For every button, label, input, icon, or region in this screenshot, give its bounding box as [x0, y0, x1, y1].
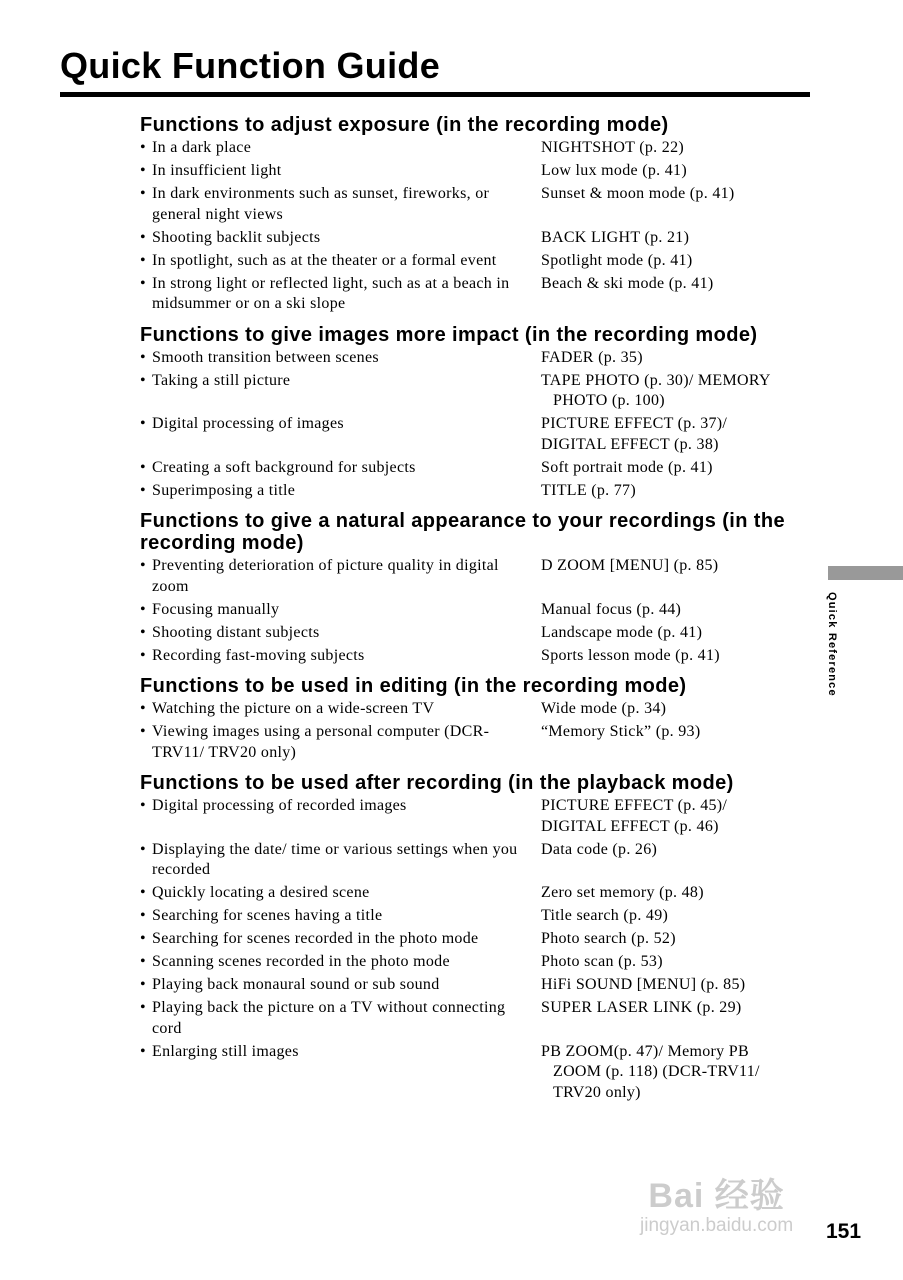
function-reference-line: PICTURE EFFECT (p. 37)/	[541, 415, 728, 432]
function-reference-line: PICTURE EFFECT (p. 45)/	[541, 797, 728, 814]
function-guide-content	[140, 110, 820, 1112]
situation-text: • Smooth transition between scenes	[140, 348, 541, 369]
situation-text: • Searching for scenes recorded in the photo mode	[140, 929, 541, 950]
situation-text: • Taking a still picture	[140, 371, 541, 412]
function-row	[140, 975, 820, 996]
function-reference	[541, 796, 820, 837]
function-reference	[541, 975, 820, 996]
function-row	[140, 414, 820, 455]
function-reference	[541, 623, 820, 644]
function-reference-line: Sports lesson mode (p. 41)	[541, 646, 720, 664]
situation-text: • Superimposing a title	[140, 481, 541, 502]
function-reference	[541, 929, 820, 950]
situation-text: • Focusing manually	[140, 600, 541, 621]
function-reference-line: Wide mode (p. 34)	[541, 700, 667, 717]
section-heading: Functions to give a natural appearance to your recordings (in the recording mode)	[140, 510, 785, 554]
function-reference-line: Sunset & moon mode (p. 41)	[541, 185, 735, 202]
function-row	[140, 161, 820, 182]
function-reference	[541, 414, 820, 455]
function-reference	[541, 251, 820, 272]
function-reference-line: HiFi SOUND [MENU] (p. 85)	[541, 976, 746, 993]
function-row	[140, 998, 820, 1039]
situation-text: • In a dark place	[140, 138, 541, 159]
function-row	[140, 1042, 820, 1104]
function-reference	[541, 998, 820, 1039]
page-title: Quick Function Guide	[60, 45, 441, 86]
watermark	[640, 1168, 793, 1237]
function-row	[140, 251, 820, 272]
function-reference	[541, 722, 820, 763]
section-heading: Functions to be used after recording (in the playback mode)	[140, 772, 734, 794]
function-reference-line: Data code (p. 26)	[541, 840, 658, 858]
function-reference-line: TITLE (p. 77)	[541, 481, 636, 499]
situation-text: • In spotlight, such as at the theater or a formal event	[140, 251, 541, 272]
function-reference-line: Manual focus (p. 44)	[541, 600, 682, 618]
side-section-label: Quick Reference	[826, 592, 838, 697]
situation-text: • Searching for scenes having a title	[140, 906, 541, 927]
section-heading: Functions to be used in editing (in the recording mode)	[140, 675, 687, 697]
function-reference-line: DIGITAL EFFECT (p. 38)	[541, 435, 719, 453]
section-heading: Functions to adjust exposure (in the recording mode)	[140, 114, 669, 136]
situation-text: • Enlarging still images	[140, 1042, 541, 1104]
function-reference-line: PB ZOOM(p. 47)/ Memory PB	[541, 1042, 749, 1060]
situation-text: • Quickly locating a desired scene	[140, 883, 541, 904]
situation-text: • Watching the picture on a wide-screen TV	[140, 699, 541, 720]
watermark-logo-text: Bai 经验	[648, 1177, 785, 1215]
situation-text: • Playing back the picture on a TV without connecting cord	[140, 998, 541, 1039]
function-row	[140, 929, 820, 950]
function-row	[140, 138, 820, 159]
situation-text: • Displaying the date/ time or various settings when you recorded	[140, 840, 541, 881]
function-reference-line: D ZOOM [MENU] (p. 85)	[541, 557, 719, 574]
function-reference	[541, 840, 820, 881]
function-reference-line: Low lux mode (p. 41)	[541, 162, 687, 179]
function-reference	[541, 371, 820, 412]
situation-text: • Digital processing of images	[140, 414, 541, 455]
function-reference-line: Landscape mode (p. 41)	[541, 623, 703, 641]
function-row	[140, 556, 820, 597]
situation-text: • Preventing deterioration of picture quality in digital zoom	[140, 556, 541, 597]
function-reference	[541, 458, 820, 479]
function-reference	[541, 1042, 820, 1104]
function-reference	[541, 646, 820, 667]
function-reference-line: DIGITAL EFFECT (p. 46)	[541, 817, 719, 835]
situation-text: • In dark environments such as sunset, fireworks, or general night views	[140, 184, 541, 225]
function-row	[140, 371, 820, 412]
situation-text: • Playing back monaural sound or sub sound	[140, 975, 541, 996]
section-tab-marker	[828, 566, 903, 580]
function-section	[140, 510, 820, 666]
function-row	[140, 952, 820, 973]
function-reference-line: BACK LIGHT (p. 21)	[541, 228, 690, 246]
function-reference-line: “Memory Stick” (p. 93)	[541, 723, 701, 740]
situation-text: • Shooting distant subjects	[140, 623, 541, 644]
function-section	[140, 675, 820, 763]
function-row	[140, 840, 820, 881]
function-reference	[541, 228, 820, 249]
function-reference-line: NIGHTSHOT (p. 22)	[541, 139, 685, 156]
function-reference-line: Spotlight mode (p. 41)	[541, 251, 693, 269]
function-section	[140, 324, 820, 502]
function-row	[140, 184, 820, 225]
function-reference-line: Soft portrait mode (p. 41)	[541, 458, 713, 476]
situation-text: • Recording fast-moving subjects	[140, 646, 541, 667]
function-row	[140, 228, 820, 249]
function-section	[140, 114, 820, 315]
function-reference-line: Photo scan (p. 53)	[541, 953, 663, 970]
function-reference	[541, 481, 820, 502]
function-row	[140, 623, 820, 644]
function-row	[140, 699, 820, 720]
function-reference	[541, 906, 820, 927]
function-row	[140, 600, 820, 621]
function-reference-line: Zero set memory (p. 48)	[541, 884, 704, 901]
function-reference-line: TRV20 only)	[553, 1083, 641, 1101]
function-reference	[541, 699, 820, 720]
situation-text: • In strong light or reflected light, such as at a beach in midsummer or on a ski slope	[140, 274, 541, 315]
function-reference-line: SUPER LASER LINK (p. 29)	[541, 999, 742, 1016]
situation-text: • Creating a soft background for subjects	[140, 458, 541, 479]
function-reference-line: Title search (p. 49)	[541, 907, 669, 924]
function-reference	[541, 952, 820, 973]
situation-text: • Shooting backlit subjects	[140, 228, 541, 249]
function-reference	[541, 161, 820, 182]
function-reference-line: Photo search (p. 52)	[541, 930, 676, 947]
function-row	[140, 458, 820, 479]
function-reference	[541, 184, 820, 225]
function-reference-line: Beach & ski mode (p. 41)	[541, 274, 714, 292]
function-reference-line: TAPE PHOTO (p. 30)/ MEMORY	[541, 371, 771, 389]
function-reference	[541, 556, 820, 597]
situation-text: • Scanning scenes recorded in the photo mode	[140, 952, 541, 973]
function-section	[140, 772, 820, 1103]
function-row	[140, 481, 820, 502]
page-number: 151	[826, 1220, 862, 1243]
function-reference-line: FADER (p. 35)	[541, 348, 643, 366]
function-row	[140, 796, 820, 837]
function-row	[140, 906, 820, 927]
function-reference	[541, 274, 820, 315]
function-row	[140, 722, 820, 763]
function-reference	[541, 348, 820, 369]
function-reference	[541, 600, 820, 621]
function-row	[140, 274, 820, 315]
situation-text: • Digital processing of recorded images	[140, 796, 541, 837]
title-rule	[60, 92, 810, 97]
function-reference-line: ZOOM (p. 118) (DCR-TRV11/	[553, 1063, 760, 1080]
function-reference-line: PHOTO (p. 100)	[553, 392, 665, 409]
function-row	[140, 646, 820, 667]
watermark-url: jingyan.baidu.com	[640, 1215, 794, 1236]
function-reference	[541, 883, 820, 904]
function-reference	[541, 138, 820, 159]
function-row	[140, 883, 820, 904]
situation-text: • In insufficient light	[140, 161, 541, 182]
function-row	[140, 348, 820, 369]
section-heading: Functions to give images more impact (in the recording mode)	[140, 323, 758, 346]
situation-text: • Viewing images using a personal computer (DCR-TRV11/ TRV20 only)	[140, 722, 541, 763]
